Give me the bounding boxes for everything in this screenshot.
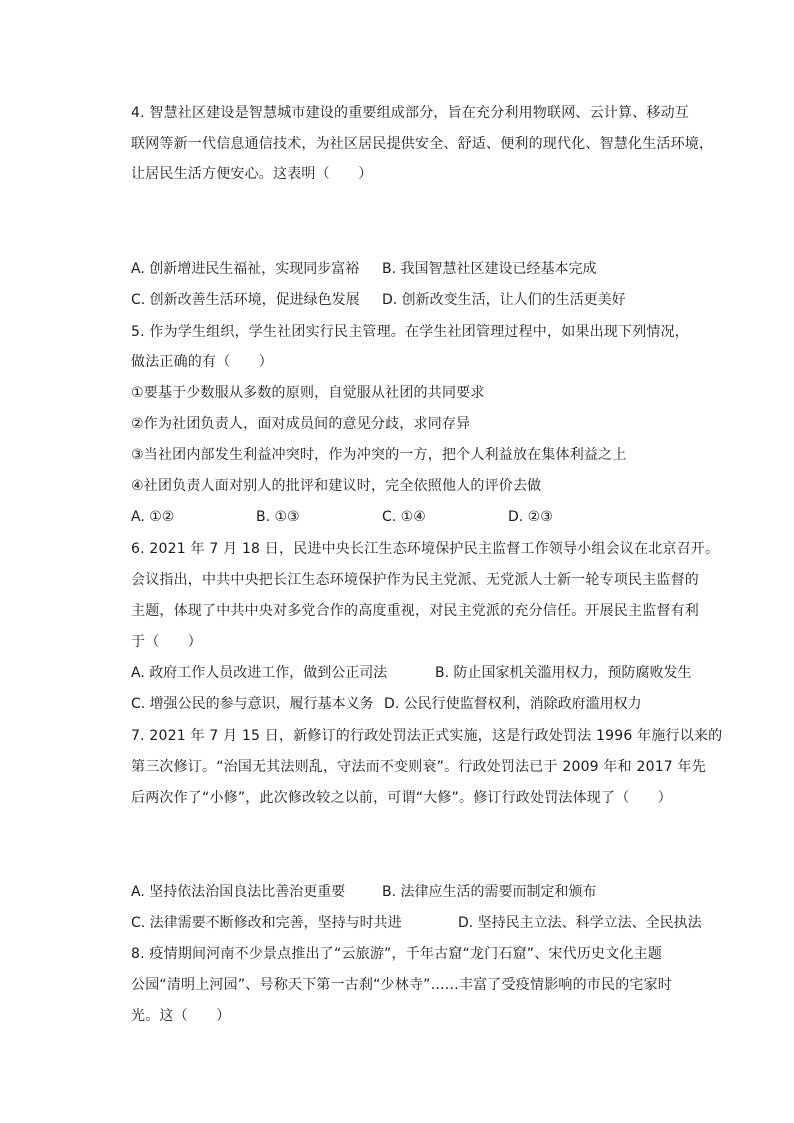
q8-stem-line-3: 光。这（ ） (131, 1008, 231, 1024)
q7-stem-line-2: 第三次修订。“治国无其法则乱，守法而不变则衰”。行政处罚法已于 2009 年和 2017 年先 (131, 759, 706, 775)
q4-stem-line-2: 联网等新一代信息通信技术，为社区居民提供安全、舒适、便利的现代化、智慧化生活环境， (131, 136, 714, 152)
q7-option-b: B. 法律应生活的需要而制定和颁布 (382, 884, 597, 900)
q8-stem-line-1: 8. 疫情期间河南不少景点推出了“云旅游”，千年古窟“龙门石窟”、宋代历史文化主题 (131, 946, 663, 962)
q5-item-4: ④社团负责人面对别人的批评和建议时，完全依照他人的评价去做 (131, 478, 542, 494)
q7-option-c: C. 法律需要不断修改和完善，坚持与时共进 (131, 915, 402, 931)
q5-stem-line-2: 做法正确的有（ ） (131, 354, 273, 370)
q6-stem-line-3: 主题，体现了中共中央对多党合作的高度重视，对民主党派的充分信任。开展民主监督有利 (131, 603, 699, 619)
q4-option-d: D. 创新改变生活，让人们的生活更美好 (382, 292, 626, 308)
q8-stem-line-2: 公园“清明上河园”、号称天下第一古刹“少林寺”……丰富了受疫情影响的市民的宅家时 (131, 977, 673, 993)
q6-option-b: B. 防止国家机关滥用权力，预防腐败发生 (435, 665, 692, 681)
q4-stem-line-3: 让居民生活方便安心。这表明（ ） (131, 166, 373, 182)
q5-item-3: ③当社团内部发生利益冲突时，作为冲突的一方，把个人利益放在集体利益之上 (131, 447, 627, 463)
q4-option-b: B. 我国智慧社区建设已经基本完成 (382, 261, 597, 277)
q5-option-a: A. ①② (131, 509, 175, 525)
q7-stem-line-3: 后两次作了“小修”，此次修改较之以前，可谓“大修”。修订行政处罚法体现了（ ） (131, 790, 673, 806)
q5-item-1: ①要基于少数服从多数的原则，自觉服从社团的共同要求 (131, 385, 485, 401)
q6-option-d: D. 公民行使监督权利，消除政府滥用权力 (384, 696, 642, 712)
q6-stem-line-4: 于（ ） (131, 634, 202, 650)
q4-option-a: A. 创新增进民生福祉，实现同步富裕 (131, 261, 360, 277)
q5-option-c: C. ①④ (382, 509, 426, 525)
q6-option-a: A. 政府工作人员改进工作，做到公正司法 (131, 665, 388, 681)
q5-stem-line-1: 5. 作为学生组织，学生社团实行民主管理。在学生社团管理过程中，如果出现下列情况， (131, 324, 690, 340)
q7-option-d: D. 坚持民主立法、科学立法、全民执法 (458, 915, 702, 931)
q4-stem-line-1: 4. 智慧社区建设是智慧城市建设的重要组成部分，旨在充分利用物联网、云计算、移动互 (131, 105, 690, 121)
q7-option-a: A. 坚持依法治国良法比善治更重要 (131, 884, 346, 900)
q4-option-c: C. 创新改善生活环境，促进绿色发展 (131, 292, 360, 308)
q6-stem-line-2: 会议指出，中共中央把长江生态环境保护作为民主党派、无党派人士新一轮专项民主监督的 (131, 572, 699, 588)
q5-option-b: B. ①③ (256, 509, 300, 525)
q5-item-2: ②作为社团负责人，面对成员间的意见分歧，求同存异 (131, 416, 471, 432)
q6-option-c: C. 增强公民的参与意识，履行基本义务 (131, 696, 374, 712)
q5-option-d: D. ②③ (508, 509, 553, 525)
q6-stem-line-1: 6. 2021 年 7 月 18 日，民进中央长江生态环境保护民主监督工作领导小组会议在北京召开。 (131, 541, 720, 557)
q7-stem-line-1: 7. 2021 年 7 月 15 日，新修订的行政处罚法正式实施，这是行政处罚法 1996 年施行以来的 (131, 728, 723, 744)
